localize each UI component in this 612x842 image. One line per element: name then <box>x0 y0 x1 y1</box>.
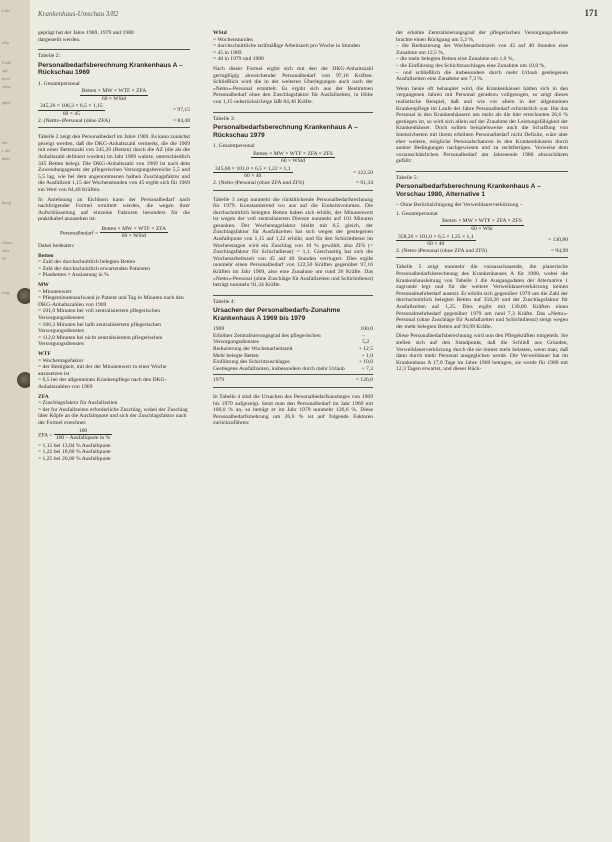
def-wstd-3: = 45 in 1969 <box>213 49 242 56</box>
def-wtf-3: = 6,5 bei der allgemeinen Krankenpflege nach den DKG-Anhaltszahlen von 1969 <box>38 377 167 390</box>
table-2-formula: $\frac{\text{Betten × MW × WTF × ZFA}}{\text{60 × WStd}}$ <box>81 88 147 102</box>
col3-paragraph-2: Wenn heute oft behauptet wird, die Krankenhäuser hätten sich in den vergangenen Jahren mit Personal geradezu vollgesogen, so zeigt dieses realistische Beispiel, daß und wie vor allem in der allgemeinen Krankenpflege im Laufe der Jahre Personalbedarf erforderlich war. Hat das Personal in den Krankenhäusern um mehr als die hier errechneten 26,6 % gestiegen ist, so wird sich allein auf der Zunahme der Leistungsfähigkeit der Krankenhäuser. Doch sollten beispielsweise auch die Schaffung von Intensivbetten mit ihrem erhöhten Personalbedarf nicht Defizite, wäre aber eher weitere, mögliche Personalschancen in den Krankenhäusern durch andere Bedingungen nachgewiesen und zu rechtfertigen. Verweise dem vorausschätzlichen Personalbedarf am Jahresende 1980 abzuschätzen gefällt: <box>396 85 568 165</box>
table-5 <box>396 171 568 259</box>
def-wstd-1: = Wochenstunden <box>213 36 254 43</box>
table-3-title: Personalbedarfsberechnung Krankenhaus A – Rückschau 1979 <box>213 124 358 139</box>
adjacent-page-edge: l der olla Ende auf nten ohne agen ein r die dem bung ichen ekte Pe folg <box>0 0 31 842</box>
col1-paragraph-2: In Anlehnung an Eichhorn kann der Personalbedarf nach nachfolgender Formel ermittelt werden, die wegen ihrer Aufschlüsselung auf einzelne Faktoren besonders für die praktikabel anzusehen ist: <box>38 196 190 223</box>
zfa-value-2: = 1,22 bei 18,00 % Ausfallquote <box>38 449 111 456</box>
def-wtf-1: = Wochentagefaktor <box>38 357 84 364</box>
table-5-section-1: 1. Gesamtpersonal <box>396 210 438 217</box>
table-row: 1969 100,0 <box>213 326 373 333</box>
table-3-section-1: 1. Gesamtpersonal <box>213 142 255 149</box>
col2-paragraph-1: Nach dieser Formel ergibt sich mit den der DKG-Anhaltszahl geringfügig abweichender Personalbedarf von 97,16 Kräften. Schließlich wird die in der weiteren Überlegungen auch nach der »Netto«-Personal ermittelt. Es ergibt sich aus der Bestimmen Personalbedarf ohne den Zuschlagsfaktor für Ausfallzeiten, in Höhe von 1,15 unberücksichtige läßt 84,48 Kräfte. <box>213 65 373 105</box>
table-row-total: 1979 = 126,6 <box>213 377 373 384</box>
column-3 <box>396 30 568 376</box>
column-2 <box>213 30 373 430</box>
table-2-section-2: 2. (Nettto-)Personal (ohne ZFA) <box>38 117 110 124</box>
table-4-label: Tabelle 4: <box>213 298 236 305</box>
dabei-label: Dabei bedeuten: <box>38 243 75 250</box>
col2-paragraph-2: Tabelle 3 zeigt nunmehr die rückblickende Personalbedarfsrechnung für 1979. Konstantierend wo aus auf die Einheitsvolumen. Die durchschnittlich belegten Betten haben sich erhöht, der Minutenwert ist wegen der voll zentralisierten Dienste nunmehr auf 101 Minuten gesunken. Der Wochentagsfaktor bleibt mit 6,5 gleich, der Zuschlagsfaktor für Ausfallzeiten hat sich wegen der gestiegenen Ausfallquote von 1,15 auf 1,22 erhöht, und für den Schichtdienst im Wochenstagen wird ein Zuschlag von 10 % gewählt, also ZFS (= Zuschlagsfaktor für Schichtdienst) = 1,1. Gleichzeitig hat sich die Wochenarbeitszeit von 45 auf 40 Stunden verringert. Dies ergibt nunmehr einen Personalbedarf von 122,50 Kräften gegenüber 97,16 Kräften im Jahr 1969, also eine Zunahme um rund 26 Kräfte. Das »Netto«-Personal (ohne Zuschläge für Ausfallzeiten und Schichtdienst) beträgt nunmehr 91,34 Kräfte. <box>213 196 373 289</box>
def-mw-1: = Minutenwert <box>38 288 72 295</box>
def-betten-1: = Zahl der durchschnittlich belegten Betten <box>38 259 136 266</box>
table-5-section-2: 2. (Netto-)Personal (ohne ZFA und ZFS) <box>396 247 487 254</box>
def-mw-3: = 101,0 Minuten bei voll zentralisiertem pflegerischen Versorgungsdienstes <box>38 308 160 321</box>
zfa-formula-label: ZFA = <box>38 431 53 438</box>
staff-formula-label: Personalbedarf = <box>60 230 99 237</box>
def-wstd-term: WStd <box>213 30 227 36</box>
table-2-title: Personalbedarfsberechnung Krankenhaus A – Rückschau 1969 <box>38 61 183 77</box>
table-3 <box>213 112 373 191</box>
def-zfa-1: = Zuschlagsfaktor für Ausfallzeiten <box>38 400 118 407</box>
table-5-title: Personalbedarfsberechnung Krankenhaus A – Vorschau 1980, Alternative 1 <box>396 183 541 198</box>
def-mw-4: = 106,3 Minuten bei halb zentralisiertem pflegerischen Versorgungsdienstes <box>38 321 161 335</box>
table-5-note: – Ohne Berücksichtigung der Verweildauerverkürzung – <box>396 202 523 209</box>
zfa-value-1: = 1,15 bei 13,04 % Ausfallquote <box>38 442 111 449</box>
table-5-result-1: = 130,80 <box>548 237 568 244</box>
table-5-formula: $\frac{\text{Betten × MW × WTF × ZFA × ZFS}}{\text{60 × WSt}}$ <box>442 218 522 233</box>
col3-paragraph-4: Diese Personalbedarfsberechnung wird nun den Pflegekräften mitgeteilt. Sie stellen sich auf den Standpunkt, daß die Schließ aus Gründen, Verweildauerverkürzung durch die sie immer mehr belasten, wenn man, daß dann durch mehr Personal ausgeglichen werde. Die Verweildauer hat im Krankenhaus A 17,0 Tage im Jahre 1969 betragen, sie werde für 1980 mit 12,3 Tagen erwartet, und dieser Rück- <box>396 333 568 373</box>
table-5-calc: $\frac{358,26 \times 101,0 \times 6,5 \times 1,25 \times 1,1}{60 \times 40}$ <box>398 233 474 248</box>
table-2 <box>38 49 190 128</box>
page-number: 171 <box>584 8 598 18</box>
table-2-result-1: = 97,15 <box>172 107 190 114</box>
def-wtf-2: = der Bestigkeit, mit der der Minutenwert in einer Woche anzusetzen ist <box>38 364 167 377</box>
def-mw-2: = Pflegeminutenaufwand je Patient und Tag in Minuten nach den DKG-Anhaltszahlen von 1969 <box>38 295 184 308</box>
col3-paragraph-3: Tabelle 5 zeigt nunmehr die vorausschauende, die planerische Personalbedarfsberechnung des Krankenhauses A für 1980, wobei die Krankenhausleitung von Tabelle 1 die Ausgangsdaten der Alternative 1 zugrunde legt und für die weitere Verweildauerverkürzung keinen Personalmehrbedarf ansetzt. Er erhöht sich gegenüber 1979 um die Zahl der durchschnittlich belegten Betten auf 358,26 und der Zuschlagsfaktor für Ausfallzeiten auf 1,25. Dies ergibt mit 130,80 Kräften einen Personalmehrbedarf gegenüber 1979 um rund 7,3 Kräfte. Das »Netto«-Personal (ohne Zuschläge für Ausfallzeiten und Schichtdienst) steigt wegen der mehr belegten Betten auf 94,99 Kräfte. <box>396 264 568 330</box>
column-1 <box>38 30 190 462</box>
table-2-calc: $\frac{345,26 \times 106,3 \times 6,5 \times 1,15}{60 \times 45}$ <box>40 103 103 117</box>
def-betten-3: = Planbetten × Auslastung in % <box>38 272 109 279</box>
table-5-result-2: = 94,99 <box>550 247 568 254</box>
table-row: Mehr belegte Betten + 1,0 <box>213 352 373 359</box>
table-row: Einführung des Schichtzuschlages + 10,0 <box>213 359 373 366</box>
page-header <box>38 8 598 21</box>
table-3-section-2: 2. (Netto-)Personal (ohne ZFA und ZFS) <box>213 179 304 186</box>
table-4 <box>213 295 373 388</box>
def-betten-2: = Zahl der durchschnittlich erwartenden Patienten <box>38 265 151 272</box>
intro-line-2: dargestellt werden. <box>38 36 81 43</box>
def-betten-term: Betten <box>38 252 54 259</box>
table-3-formula: $\frac{\text{Betten × MW × WTF × ZFA × ZFS}}{\text{60 × WStd}}$ <box>253 150 333 165</box>
def-mw-5: = 112,0 Minuten bei nicht zentralisiertem pflegerischen Versorgungsdienstes <box>38 334 163 348</box>
table-3-label: Tabelle 3: <box>213 115 236 122</box>
zfa-formula: $\frac{100}{\text{100 – Ausfallquote in \%}}$ <box>55 427 111 442</box>
def-wtf-term: WTF <box>38 350 51 357</box>
table-3-result-2: = 91,34 <box>355 179 373 186</box>
table-2-result-2: = 84,48 <box>172 117 190 124</box>
def-zfa-2: = der fur Ausfallzeiten erforderliche Zuschlag, wobei der Zuschlag über Köpfe an die Ausfallquote und sich der Zuschlagsfaktor nach der Formel errechnet: <box>38 406 188 426</box>
staff-formula: $\frac{\text{Betten × MW × WTF × ZFA}}{\text{60 × WStd}}$ <box>101 225 166 240</box>
def-wstd-4: = 40 in 1979 und 1980 <box>213 56 264 63</box>
table-3-result-1: = 122,50 <box>353 169 373 176</box>
table-5-label: Tabelle 5: <box>396 174 419 181</box>
table-row: Reduzierung der Wochenarbeitszeit + 12,5 <box>213 346 373 352</box>
def-mw-term: MW <box>38 282 49 289</box>
intro-line-1: geprägt hat der Jahre 1969, 1979 und 1980 <box>38 30 134 36</box>
table-row: Gestiegene Ausfallzeiten, insbesondere durch mehr Urlaub + 7,3 <box>213 365 373 372</box>
def-wstd-2: = durchschnittliche tarifmäßige Arbeitszeit pro Woche in Stunden <box>213 43 360 50</box>
col2-paragraph-3: In Tabelle 4 sind die Ursachen des Personalbedarfsanstieges von 1969 bis 1979 aufgezeigt. Setzt man den Personalbedarf im Jahr 1969 mit 100,0 % an, so beträgt er im Jahr 1979 nunmehr 126,6 %. Diese Personalbedarfsmehrung um 26,6 % ist auf folgende Faktoren zurückzuführen: <box>213 393 373 427</box>
zfa-value-3: = 1,25 bei 20,00 % Ausfallquote <box>38 455 111 462</box>
running-head: Krankenhaus-Umschau 3/82 <box>38 10 119 18</box>
def-zfa-term: ZFA <box>38 393 49 400</box>
table-row: Erhöhter Zentralisierungsgrad des pflegerischen Versorgungsdienstes – 5,2 <box>213 332 370 346</box>
table-4-title: Ursachen der Personalbedarfs-Zunahme Krankenhaus A 1969 bis 1979 <box>213 307 341 322</box>
table-2-section-1: 1. Gesamtpersonal <box>38 80 80 87</box>
table-3-calc: $\frac{345,60 \times 101,0 \times 6,5 \times 1,22 \times 1,1}{60 \times 40}$ <box>215 165 291 180</box>
col3-paragraph-1: der erhöhte Zentralisierungsgrad der pflegerischen Versorgungsdienste brachte einen Rückgang um 5,2 %, – die Reduzierung der Wochenarbeitszeit von 45 auf 40 Stunden eine Zunahme um 12,5 %, – die mehr belegten Betten eine Zunahme um 1,0 %, – die Einführung des Schichtzuschlages eine Zunahme um 10,0 %, – und schließlich die insbesondere durch mehr Urlaub gestiegenen Ausfallzeiten eine Zunahme um 7,3 %. <box>396 30 568 83</box>
table-2-label: Tabelle 2: <box>38 53 61 60</box>
col1-paragraph-1: Tabelle 2 zeigt den Personalbedarf im Jahre 1969. Es kann zunächst gezeigt werden, daß die DKG-Anhaltszahl vermerkt, die die 1969 mit einer Bettenzahl von 345,26 (Betten) durch die AZ (die als die Anhaltszahl definiert wurden) im Jahr 1969 wahrte, unterschiedlich 345 Betten belegt. Die DKG-Anhaltszahl von 1969 ist nach dem Zuwendungsgesetz der pflegerischen Versorgungsbereiche 5,5 und 5,5 lag, wie bei dem angenommenen halben Zuschlagsfaktor und die Ausfallzeit 1,15 der Wochenstunden von 45 ergibt sich für 1969 ein Wert von 84,48 Kräften. <box>38 134 190 193</box>
